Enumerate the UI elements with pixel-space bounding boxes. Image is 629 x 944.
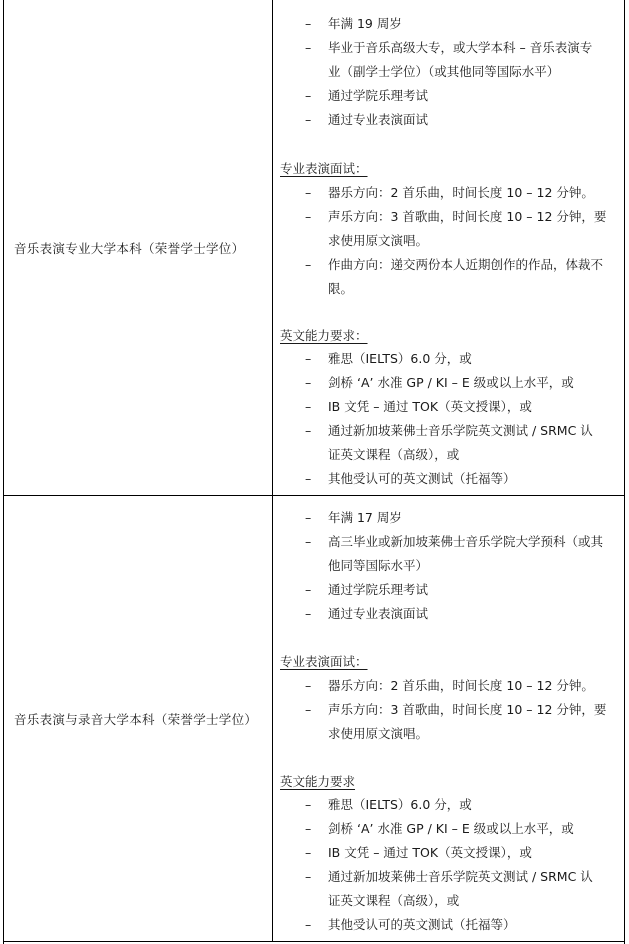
bullet-dash: – (305, 510, 312, 525)
bullet-dash: – (305, 399, 312, 414)
bullet-dash: – (305, 88, 312, 103)
table-row (4, 496, 624, 942)
bullet-dash: – (305, 471, 312, 486)
list-item-continuation: 求使用原文演唱。 (328, 233, 429, 248)
bullet-dash: – (305, 797, 312, 812)
audition-heading: 专业表演面试： (280, 161, 368, 176)
list-item-continuation: 限。 (328, 281, 354, 296)
table-row (4, 0, 624, 496)
bullet-dash: – (305, 40, 312, 55)
bullet-dash: – (305, 821, 312, 836)
bullet-dash: – (305, 534, 312, 549)
bullet-dash: – (305, 702, 312, 717)
list-item-continuation: 证英文课程（高级），或 (328, 893, 460, 908)
bullet-dash: – (305, 257, 312, 272)
list-item-continuation: 他同等国际水平） (328, 558, 429, 573)
bullet-dash: – (305, 112, 312, 127)
audition-heading: 专业表演面试： (280, 654, 368, 669)
bullet-dash: – (305, 375, 312, 390)
bullet-dash: – (305, 582, 312, 597)
list-item-continuation: 证英文课程（高级），或 (328, 447, 460, 462)
bullet-dash: – (305, 845, 312, 860)
list-item-continuation: 业（副学士学位）（或其他同等国际水平） (328, 64, 560, 79)
bullet-dash: – (305, 423, 312, 438)
bullet-dash: – (305, 606, 312, 621)
program-name: 音乐表演专业大学本科（荣誉学士学位） (14, 240, 245, 256)
english-heading: 英文能力要求 (280, 774, 356, 789)
bullet-dash: – (305, 678, 312, 693)
bullet-dash: – (305, 351, 312, 366)
list-item-continuation: 求使用原文演唱。 (328, 726, 429, 741)
bullet-dash: – (305, 917, 312, 932)
english-heading: 英文能力要求： (280, 328, 368, 343)
bullet-dash: – (305, 209, 312, 224)
program-cell (4, 0, 273, 495)
requirements-cell: – 年满 17 周岁 – 高三毕业或新加坡莱佛士音乐学院大学预科（或其 他同等国际水平） – 通过学院乐理考试 – 通过专业表演面试 专业表演面试： – 器乐方向：2 首乐曲，时间长度 10 – 12 分钟。 – 声乐方向：3 首歌曲，时间长度 10 – 12 分钟，要 求使用原文演唱。 英文能力要求 – 雅思（IELTS）6.0 分，或 – 剑桥 ‘A’ 水准 GP / KI – E 级或以上水平，或 – IB 文凭 – 通过 TOK（英文授课），或 – 通过新加坡莱佛士音乐学院英文测试 / SRMC 认 证英文课程（高级），或 – 其他受认可的英文测试（托福等） (273, 496, 624, 941)
program-name: 音乐表演与录音大学本科（荣誉学士学位） (14, 711, 258, 727)
bullet-dash: – (305, 185, 312, 200)
admission-table (3, 0, 625, 944)
program-cell (4, 496, 273, 941)
bullet-dash: – (305, 16, 312, 31)
bullet-dash: – (305, 869, 312, 884)
requirements-cell: – 年满 19 周岁 – 毕业于音乐高级大专，或大学本科 – 音乐表演专 业（副学士学位）（或其他同等国际水平） – 通过学院乐理考试 – 通过专业表演面试 专业表演面试： – 器乐方向：2 首乐曲，时间长度 10 – 12 分钟。 – 声乐方向：3 首歌曲，时间长度 10 – 12 分钟，要 求使用原文演唱。 – 作曲方向：递交两份本人近期创作的作品，体裁不 限。 英文能力要求： – 雅思（IELTS）6.0 分，或 – 剑桥 ‘A’ 水准 GP / KI – E 级或以上水平，或 – IB 文凭 – 通过 TOK（英文授课），或 – 通过新加坡莱佛士音乐学院英文测试 / SRMC 认 证英文课程（高级），或 – 其他受认可的英文测试（托福等） (273, 0, 624, 495)
